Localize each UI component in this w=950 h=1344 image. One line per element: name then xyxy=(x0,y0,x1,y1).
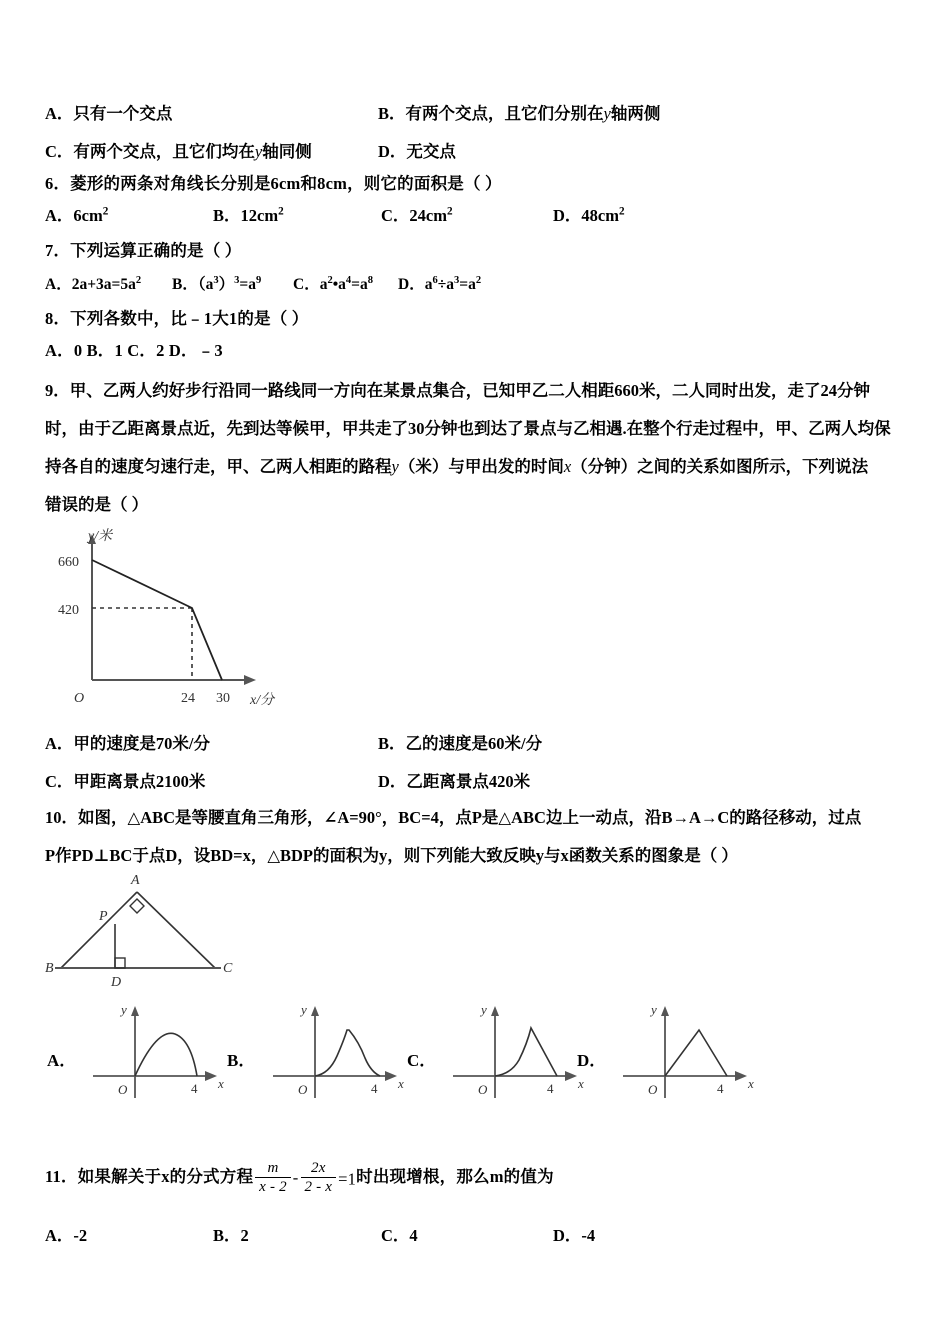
q7-option-a[interactable]: A．$2a+3a=5a^2$ xyxy=(45,274,142,293)
q5-option-c-var: y xyxy=(254,142,263,161)
q6-option-a-sup: 2 xyxy=(102,205,109,218)
q5-option-c-pre: C．有两个交点，且它们均在 xyxy=(45,142,255,161)
q7-b-sup1: 3 xyxy=(213,274,219,286)
q11-option-b[interactable] xyxy=(213,1222,249,1246)
q9-option-c-label: C． xyxy=(45,772,74,791)
q10-side-ac xyxy=(137,892,215,968)
q6-stem: 6．菱形的两条对角线长分别是6cm和8cm，则它的面积是（ ） xyxy=(45,174,502,193)
q11-equation xyxy=(253,1160,356,1196)
q11-option-d-value: -4 xyxy=(581,1226,596,1245)
q10-right-angle-a xyxy=(130,899,144,913)
q10-option-c-label: C． xyxy=(407,1051,437,1070)
q10-option-a-label: A． xyxy=(47,1051,77,1070)
q6-option-c-sup: 2 xyxy=(447,205,453,218)
q11-option-a-label: A． xyxy=(45,1226,74,1245)
q9-stem-line1: 9．甲、乙两人约好步行沿同一路线同一方向在某景点集合，已知甲乙二人相距660米，二人同时出发，走了24分钟 xyxy=(45,381,870,400)
q11-option-c[interactable] xyxy=(381,1222,418,1246)
q7-a-sup: 2 xyxy=(135,274,142,286)
q9-option-d[interactable] xyxy=(378,768,530,792)
q10-option-b-label: B． xyxy=(227,1051,256,1070)
q10a-origin-label: O xyxy=(118,1082,128,1097)
q6-option-d-sup: 2 xyxy=(619,205,625,218)
q6-option-a-label: A． xyxy=(45,206,74,225)
q9-stem-line2: 时，由于乙距离景点近，先到达等候甲，甲共走了30分钟也到达了景点与乙相遇.在整个行走过程中，甲、乙两人均保 xyxy=(45,419,891,438)
q9-graph-svg xyxy=(50,520,310,710)
q10-label-d: D xyxy=(111,975,122,988)
q6-option-d-label: D． xyxy=(553,206,582,225)
q5-option-c[interactable] xyxy=(45,138,312,162)
q9-option-b[interactable] xyxy=(378,730,542,754)
q11-fraction-1 xyxy=(255,1160,291,1196)
q10c-x-label: x xyxy=(578,1076,584,1091)
q9-stem-line3-a: 持各自的速度匀速行走，甲、乙两人相距的路程 xyxy=(45,457,392,476)
q11-frac1-den: x - 2 xyxy=(255,1177,291,1196)
q9-option-a-text: 甲的速度是70米/分 xyxy=(73,734,211,753)
q6-option-d[interactable] xyxy=(553,202,625,226)
q11-equals-one: =1 xyxy=(338,1169,357,1189)
q10-label-p: P xyxy=(99,909,108,924)
q7-d-sup2: 3 xyxy=(453,274,460,286)
q5-option-c-post: 轴同侧 xyxy=(262,142,312,161)
q7-d-sup3: 2 xyxy=(475,274,482,286)
q10-option-d-svg xyxy=(575,998,765,1103)
q9-option-b-label: B． xyxy=(378,734,406,753)
q9-xtick-30: 30 xyxy=(216,691,230,706)
q6-option-c[interactable] xyxy=(381,202,453,226)
q6-option-a-value: 6cm xyxy=(73,206,103,225)
q10-option-b-svg xyxy=(225,998,415,1103)
q10-side-ba xyxy=(61,892,137,968)
q10d-y-arrow xyxy=(661,1006,669,1016)
q11-minus-sign: - xyxy=(292,1167,299,1187)
q6-option-b-value: 12cm xyxy=(240,206,279,225)
q10-label-c: C xyxy=(223,961,233,976)
q7-option-c[interactable]: C．$a^2•a^4=a^8$ xyxy=(293,274,374,293)
q9-option-c[interactable] xyxy=(45,768,205,792)
q10-option-c[interactable] xyxy=(405,998,595,1108)
q6-option-b-sup: 2 xyxy=(278,205,284,218)
q9-var-y: y xyxy=(391,457,399,476)
q10c-origin-label: O xyxy=(478,1082,488,1097)
q9-origin-label: O xyxy=(74,691,85,706)
q10-option-d[interactable] xyxy=(575,998,765,1108)
q6-option-d-value: 48cm xyxy=(581,206,619,225)
q11-stem-post: 时出现增根，那么m的值为 xyxy=(356,1166,554,1186)
q10-option-d-label: D． xyxy=(577,1051,607,1070)
q11-option-c-label: C． xyxy=(381,1226,410,1245)
q10d-x-arrow xyxy=(735,1071,747,1081)
q7-option-d[interactable]: D．$a^6\div a^3=a^2$ xyxy=(398,274,482,293)
q5-option-a[interactable]: A．只有一个交点 xyxy=(45,104,173,123)
q10-label-b: B xyxy=(45,961,54,976)
q10-stem-line2: P作PD⊥BC于点D，设BD=x，△BDP的面积为y，则下列能大致反映y与x函数关系的图象是（ ） xyxy=(45,846,738,865)
q10d-xtick-4: 4 xyxy=(717,1081,724,1096)
q5-option-b-post: 轴两侧 xyxy=(610,104,661,123)
q9-option-b-text: 乙的速度是60米/分 xyxy=(405,734,543,753)
q9-option-c-text: 甲距离景点2100米 xyxy=(73,772,206,791)
q10-triangle-svg xyxy=(45,868,285,988)
q10a-y-arrow xyxy=(131,1006,139,1016)
q10b-y-label: y xyxy=(301,1002,307,1017)
q9-graph-figure xyxy=(50,520,310,715)
q10b-x-arrow xyxy=(385,1071,397,1081)
q10a-curve xyxy=(135,1033,197,1076)
q9-stem-line4: 错误的是（ ） xyxy=(45,495,149,514)
q7-option-b[interactable]: B．$(a^3)^3=a^9$ xyxy=(172,274,262,293)
q10d-x-label: x xyxy=(748,1076,754,1091)
q9-ytick-660: 660 xyxy=(58,555,79,570)
q9-option-d-label: D． xyxy=(378,772,407,791)
q9-y-axis-label: y/米 xyxy=(88,529,113,544)
q9-option-a-label: A． xyxy=(45,734,74,753)
q10-stem xyxy=(45,799,925,875)
q10-triangle-figure xyxy=(45,868,285,993)
q10a-xtick-4: 4 xyxy=(191,1081,198,1096)
q10-option-a[interactable] xyxy=(45,998,235,1108)
q11-frac2-num: 2x xyxy=(311,1160,326,1176)
q5-option-b-pre: B．有两个交点，且它们分别在 xyxy=(378,104,604,123)
q10d-origin-label: O xyxy=(648,1082,658,1097)
q9-stem-line3-c: （分钟）之间的关系如图所示，下列说法 xyxy=(571,457,869,476)
q10-option-a-svg xyxy=(45,998,235,1103)
q6-option-b-label: B． xyxy=(213,206,241,225)
q6-option-c-label: C． xyxy=(381,206,410,225)
q11-option-d-label: D． xyxy=(553,1226,582,1245)
q7-d-sup1: 6 xyxy=(432,274,438,286)
q10-option-b[interactable] xyxy=(225,998,415,1108)
q10b-xtick-4: 4 xyxy=(371,1081,378,1096)
q8-options-line[interactable]: A．0 B．1 C．2 D．﹣3 xyxy=(45,341,223,360)
q10c-xtick-4: 4 xyxy=(547,1081,554,1096)
q6-option-b[interactable] xyxy=(213,202,284,226)
q9-x-axis-label: x/分 xyxy=(250,693,275,708)
q11-stem-pre: 11．如果解关于x的分式方程 xyxy=(45,1166,254,1186)
q10-stem-line1: 10．如图，△ABC是等腰直角三角形，∠A=90°，BC=4，点P是△ABC边上一动点，沿B→A→C的路径移动，过点 xyxy=(45,808,862,827)
q6-option-a[interactable] xyxy=(45,202,108,226)
q11-option-c-value: 4 xyxy=(409,1226,418,1245)
q8-stem: 8．下列各数中，比﹣1大1的是（ ） xyxy=(45,309,309,328)
q7-c-sup1: 2 xyxy=(327,274,333,286)
q9-x-arrow xyxy=(244,675,256,685)
q10a-x-arrow xyxy=(205,1071,217,1081)
q11-frac2-den: 2 - x xyxy=(301,1177,337,1196)
q10a-y-label: y xyxy=(121,1002,127,1017)
q11-stem xyxy=(45,1160,554,1196)
q11-option-a-value: -2 xyxy=(73,1226,88,1245)
q10b-y-arrow xyxy=(311,1006,319,1016)
q11-option-b-label: B． xyxy=(213,1226,241,1245)
q11-option-b-value: 2 xyxy=(240,1226,249,1245)
q11-frac1-num: m xyxy=(267,1160,279,1176)
q7-c-sup2: 4 xyxy=(345,274,352,286)
q10c-y-label: y xyxy=(481,1002,487,1017)
q10d-curve xyxy=(665,1030,727,1076)
q11-option-d[interactable] xyxy=(553,1222,595,1246)
q5-option-b[interactable] xyxy=(378,100,660,124)
q9-data-polyline xyxy=(92,560,222,680)
q9-option-a[interactable] xyxy=(45,730,210,754)
q10-option-c-svg xyxy=(405,998,595,1103)
q9-option-d-text: 乙距离景点420米 xyxy=(406,772,531,791)
q10c-y-arrow xyxy=(491,1006,499,1016)
q9-stem xyxy=(45,372,925,524)
q10b-curve xyxy=(315,1030,380,1076)
q9-var-x: x xyxy=(563,457,572,476)
q10b-x-label: x xyxy=(398,1076,404,1091)
q11-fraction-2 xyxy=(301,1160,337,1196)
q7-c-sup3: 8 xyxy=(367,274,374,286)
q9-stem-line3-b: （米）与甲出发的时间 xyxy=(398,457,564,476)
q10-right-angle-d xyxy=(115,958,125,968)
q7-b-sup3: 9 xyxy=(255,274,262,286)
q10a-x-label: x xyxy=(218,1076,224,1091)
q10c-curve xyxy=(495,1028,557,1076)
q6-option-c-value: 24cm xyxy=(409,206,447,225)
q9-xtick-24: 24 xyxy=(181,691,195,706)
q5-option-d[interactable]: D．无交点 xyxy=(378,142,456,161)
q7-stem: 7．下列运算正确的是（ ） xyxy=(45,241,242,260)
q7-b-sup2: 3 xyxy=(234,274,240,286)
q9-stem-line3 xyxy=(45,448,925,486)
q9-ytick-420: 420 xyxy=(58,603,79,618)
q10d-y-label: y xyxy=(651,1002,657,1017)
q10b-origin-label: O xyxy=(298,1082,308,1097)
q11-option-a[interactable] xyxy=(45,1222,87,1246)
q10-label-a: A xyxy=(131,873,140,888)
q5-option-b-var: y xyxy=(603,104,611,123)
